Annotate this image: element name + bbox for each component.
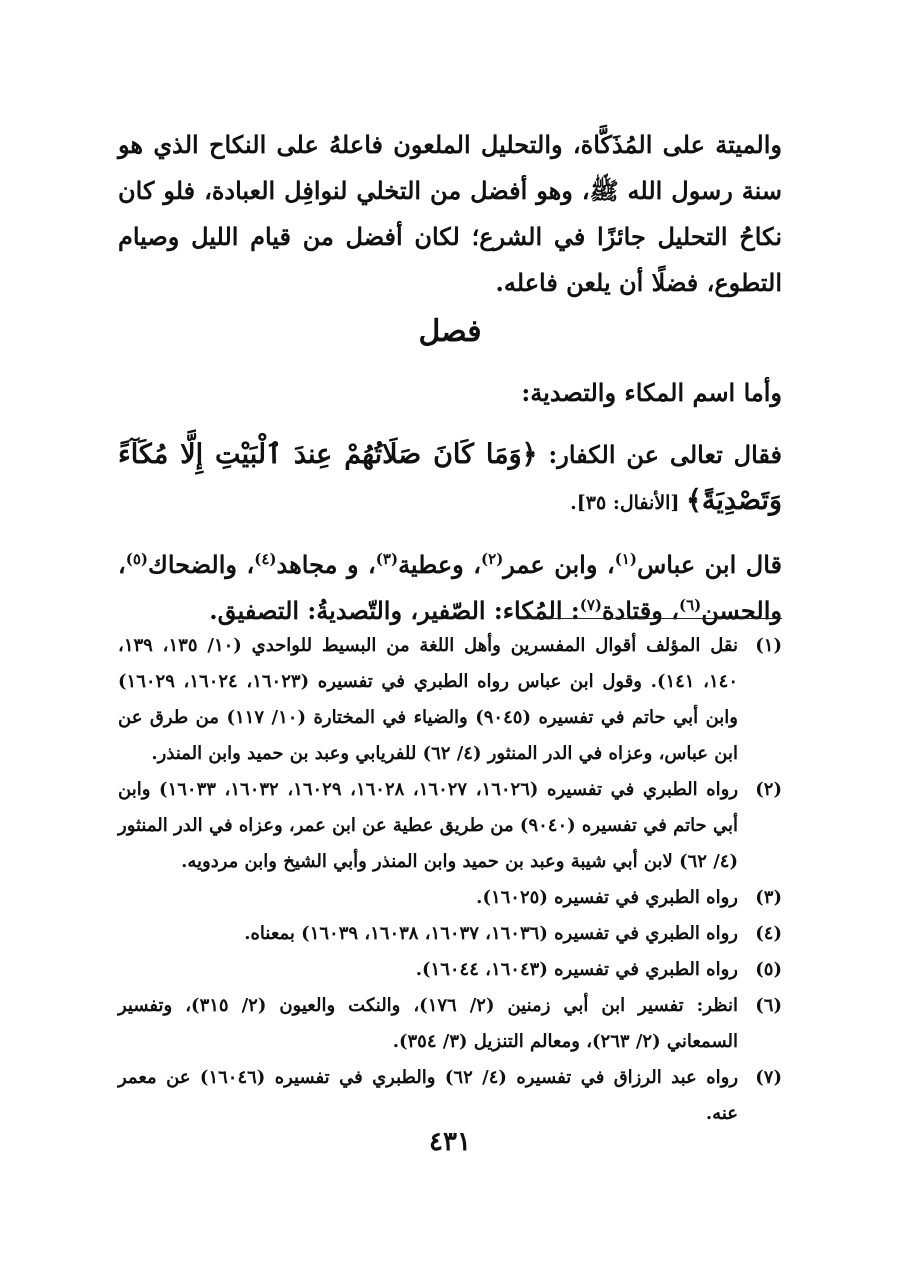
footnote-number: (٦): [755, 995, 782, 1016]
paragraph-3: [118, 432, 782, 526]
footnote-marker[interactable]: (٢): [481, 550, 504, 568]
quran-verse: ﴿وَمَا كَانَ صَلَاتُهُمْ عِندَ ٱلْبَيْتِ إِلَّا مُكَآءً وَتَصْدِيَةً﴾: [118, 439, 782, 516]
footnote-text: انظر: تفسير ابن أبي زمنين (٢/ ١٧٦)، والنكت والعيون (٢/ ٣١٥)، وتفسير السمعاني (٢/ ٢٦٣)، ومعالم التنزيل (٣/ ٣٥٤).: [118, 995, 738, 1052]
footnote-divider: [518, 618, 782, 619]
section-heading: فصل: [418, 314, 482, 349]
footnote-marker[interactable]: (٦): [678, 596, 702, 614]
footnote-6: [118, 988, 782, 1060]
narrator-text: ، وقتادة: [601, 596, 679, 625]
footnote-text: نقل المؤلف أقوال المفسرين وأهل اللغة من البسيط للواحدي (١٠/ ١٣٥، ١٣٩، ١٤٠، ١٤١). وقول ابن عباس رواه الطبري في تفسيره (١٦٠٢٣، ١٦٠٢٤، ١٦٠٢٩) وابن أبي حاتم في تفسيره (٩٠٤٥) والضياء في المختارة (١٠/ ١١٧) من طرق عن ابن عباس، وعزاه في الدر المنثور (٤/ ٦٢) للفريابي وعبد بن حميد وابن المنذر.: [118, 635, 739, 764]
footnote-marker[interactable]: (١): [614, 550, 637, 568]
footnote-7: [118, 1060, 782, 1132]
paragraph-1: والميتة على المُذَكَّاة، والتحليل الملعون فاعلهُ على النكاح الذي هو سنة رسول الله ﷺ، وهو أفضل من التخلي لنوافِل العبادة، فلو كان نكاحُ التحليل جائزًا في الشرع؛ لكان أفضل من قيام الليل وصيام التطوع، فضلًا أن يلعن فاعله.: [118, 130, 782, 297]
footnote-number: (٢): [755, 779, 782, 800]
footnote-marker[interactable]: (٤): [254, 550, 277, 568]
narrator-text: قال ابن عباس: [636, 550, 782, 579]
footnotes: [118, 628, 782, 1132]
narrator-text: ، والضحاك: [148, 550, 255, 579]
narrator-text: ، و مجاهد: [276, 550, 376, 579]
footnote-text: رواه عبد الرزاق في تفسيره (٤/ ٦٢) والطبري في تفسيره (١٦٠٤٦) عن معمر عنه.: [118, 1067, 739, 1124]
footnote-text: رواه الطبري في تفسيره (١٦٠٤٣، ١٦٠٤٤).: [415, 959, 738, 980]
quran-intro: فقال تعالى عن الكفار:: [537, 440, 782, 469]
paragraph-4: [118, 542, 782, 634]
footnote-5: [118, 952, 782, 988]
footnote-number: (٧): [755, 1067, 782, 1088]
footnote-text: رواه الطبري في تفسيره (١٦٠٢٦، ١٦٠٢٧، ١٦٠٢٨، ١٦٠٢٩، ١٦٠٣٢، ١٦٠٣٣) وابن أبي حاتم في تفسيره (٩٠٤٠) من طريق عطية عن ابن عمر، وعزاه في الدر المنثور (٤/ ٦٢) لابن أبي شيبة وعبد بن حميد وابن المنذر وأبي الشيخ وابن مردويه.: [118, 779, 739, 872]
footnote-marker[interactable]: (٣): [375, 550, 399, 568]
page-number: ٤٣١: [429, 1127, 471, 1157]
definition-text: : المُكاء: الصّفير، والتّصديةُ: التصفيق.: [209, 596, 580, 625]
footnote-number: (٤): [755, 923, 782, 944]
main-text: [118, 122, 782, 634]
footnote-number: (٣): [755, 887, 782, 908]
footnote-text: رواه الطبري في تفسيره (١٦٠٢٥).: [476, 887, 738, 908]
footnote-3: [118, 880, 782, 916]
footnote-2: [118, 772, 782, 880]
footnote-number: (٥): [755, 959, 782, 980]
verse-reference: [الأنفال: ٣٥].: [570, 492, 687, 514]
footnote-4: [118, 916, 782, 952]
footnote-number: (١): [755, 635, 782, 656]
narrator-text: ، والحسن: [118, 550, 782, 625]
footnote-marker[interactable]: (٧): [579, 596, 602, 614]
footnote-text: رواه الطبري في تفسيره (١٦٠٣٦، ١٦٠٣٧، ١٦٠٣٨، ١٦٠٣٩) بمعناه.: [244, 923, 738, 944]
paragraph-2: وأما اسم المكاء والتصدية:: [521, 378, 782, 407]
footnote-1: [118, 628, 782, 772]
narrator-text: ، وابن عمر: [503, 550, 615, 579]
narrator-text: ، وعطية: [398, 550, 482, 579]
footnote-marker[interactable]: (٥): [125, 550, 149, 568]
